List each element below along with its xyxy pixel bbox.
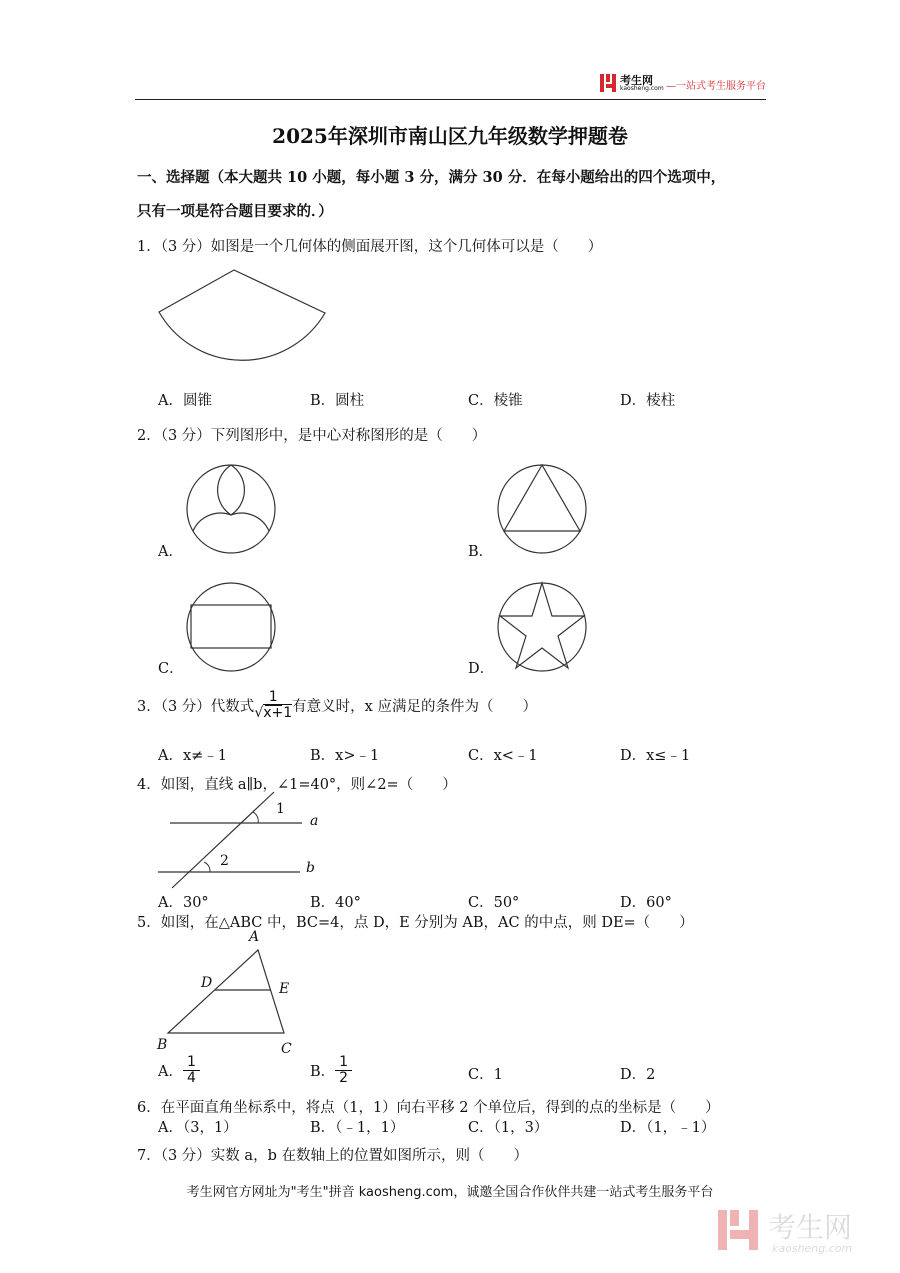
q2-option-b[interactable]: B． bbox=[468, 544, 494, 560]
line-a-label: a bbox=[310, 813, 319, 829]
vertex-b-label: B bbox=[157, 1037, 168, 1053]
q6-option-a[interactable]: A．（3，1） bbox=[158, 1120, 238, 1136]
parallel-lines-figure bbox=[150, 790, 330, 890]
q3-option-c[interactable]: C．x<﹣1 bbox=[468, 748, 538, 764]
q6-option-c[interactable]: C．（1，3） bbox=[468, 1120, 549, 1136]
q3-suffix: 有意义时，x 应满足的条件为（ ） bbox=[292, 699, 537, 716]
sector-figure bbox=[150, 265, 335, 380]
q2-option-d[interactable]: D． bbox=[468, 661, 495, 677]
q3-fraction bbox=[254, 690, 292, 722]
page-title: 2025年深圳市南山区九年级数学押题卷 bbox=[272, 124, 628, 148]
q3-fraction-numerator: 1 bbox=[265, 690, 282, 706]
watermark-logo-icon bbox=[716, 1206, 764, 1254]
vertex-c-label: C bbox=[281, 1041, 292, 1057]
vertex-a-label: A bbox=[249, 929, 260, 945]
point-d-label: D bbox=[201, 975, 213, 991]
q5-option-b[interactable]: B． $\frac{1}{2}$ bbox=[310, 1055, 352, 1087]
three-arcs-circle-figure[interactable] bbox=[183, 460, 279, 558]
question-7: 7．（3 分）实数 a，b 在数轴上的位置如图所示，则（ ） bbox=[137, 1148, 528, 1164]
q4-option-c[interactable]: C．50° bbox=[468, 895, 520, 911]
q4-option-d[interactable]: D．60° bbox=[620, 895, 672, 911]
watermark bbox=[716, 1206, 881, 1256]
angle-1-label: 1 bbox=[276, 801, 285, 817]
brand-name: 考生网 bbox=[620, 74, 653, 87]
q5-option-a-fraction: $\frac{1}{4}$ bbox=[183, 1055, 200, 1087]
q1-option-c[interactable]: C．棱锥 bbox=[468, 393, 523, 409]
question-1: 1．（3 分）如图是一个几何体的侧面展开图，这个几何体可以是（ ） bbox=[137, 239, 603, 255]
brand-domain: kaosheng.com bbox=[620, 85, 664, 92]
q4-option-a[interactable]: A．30° bbox=[158, 895, 209, 911]
watermark-brand: 考生网 bbox=[768, 1211, 853, 1244]
q2-option-a[interactable]: A． bbox=[158, 544, 183, 560]
q6-option-b[interactable]: B．（﹣1，1） bbox=[310, 1120, 405, 1136]
star-in-circle-figure[interactable] bbox=[494, 578, 590, 676]
angle-2-label: 2 bbox=[220, 853, 229, 869]
section-heading-line1: 一、选择题（本大题共 10 小题，每小题 3 分，满分 30 分．在每小题给出的四个选项中， bbox=[137, 169, 726, 186]
q5-option-d[interactable]: D．2 bbox=[620, 1067, 656, 1083]
q4-option-b[interactable]: B．40° bbox=[310, 895, 361, 911]
question-6: 6．在平面直角坐标系中，将点（1，1）向右平移 2 个单位后，得到的点的坐标是（ ） bbox=[137, 1100, 720, 1116]
question-2: 2．（3 分）下列图形中，是中心对称图形的是（ ） bbox=[137, 428, 487, 444]
q5-option-a[interactable]: A． $\frac{1}{4}$ bbox=[158, 1055, 200, 1087]
q5-option-c[interactable]: C．1 bbox=[468, 1067, 503, 1083]
watermark-domain: kaosheng.com bbox=[772, 1242, 853, 1255]
q1-option-d[interactable]: D．棱柱 bbox=[620, 393, 676, 409]
q3-option-d[interactable]: D．x≤﹣1 bbox=[620, 748, 691, 764]
point-e-label: E bbox=[279, 981, 290, 997]
page-footer: 考生网官方网址为"考生"拼音 kaosheng.com，诚邀全国合作伙伴共建一站式考生服务平台 bbox=[186, 1185, 714, 1200]
q3-option-a[interactable]: A．x≠﹣1 bbox=[158, 748, 228, 764]
rectangle-in-circle-figure[interactable] bbox=[183, 578, 279, 676]
brand-slogan: —一站式考生服务平台 bbox=[666, 81, 766, 92]
question-4: 4．如图，直线 a∥b，∠1=40°，则∠2=（ ） bbox=[137, 777, 457, 793]
header-divider bbox=[135, 99, 766, 100]
triangle-in-circle-figure[interactable] bbox=[494, 460, 590, 558]
sqrt-icon: √ bbox=[254, 705, 264, 722]
question-5: 5．如图，在△ABC 中，BC=4，点 D，E 分别为 AB，AC 的中点，则 DE=（ ） bbox=[137, 915, 694, 931]
q3-fraction-denominator: √x+1 bbox=[254, 705, 293, 722]
question-3 bbox=[137, 690, 537, 722]
q3-option-b[interactable]: B．x>﹣1 bbox=[310, 748, 380, 764]
q1-option-a[interactable]: A．圆锥 bbox=[158, 393, 212, 409]
q6-option-d[interactable]: D．（1，﹣1） bbox=[620, 1120, 716, 1136]
q2-option-c[interactable]: C． bbox=[158, 661, 184, 677]
header-logo bbox=[598, 72, 768, 94]
q5-option-b-fraction: $\frac{1}{2}$ bbox=[335, 1055, 352, 1087]
line-b-label: b bbox=[306, 860, 315, 876]
section-heading-line2: 只有一项是符合题目要求的．） bbox=[137, 203, 333, 220]
q1-option-b[interactable]: B．圆柱 bbox=[310, 393, 365, 409]
q3-prefix: 3．（3 分）代数式 bbox=[137, 699, 255, 716]
